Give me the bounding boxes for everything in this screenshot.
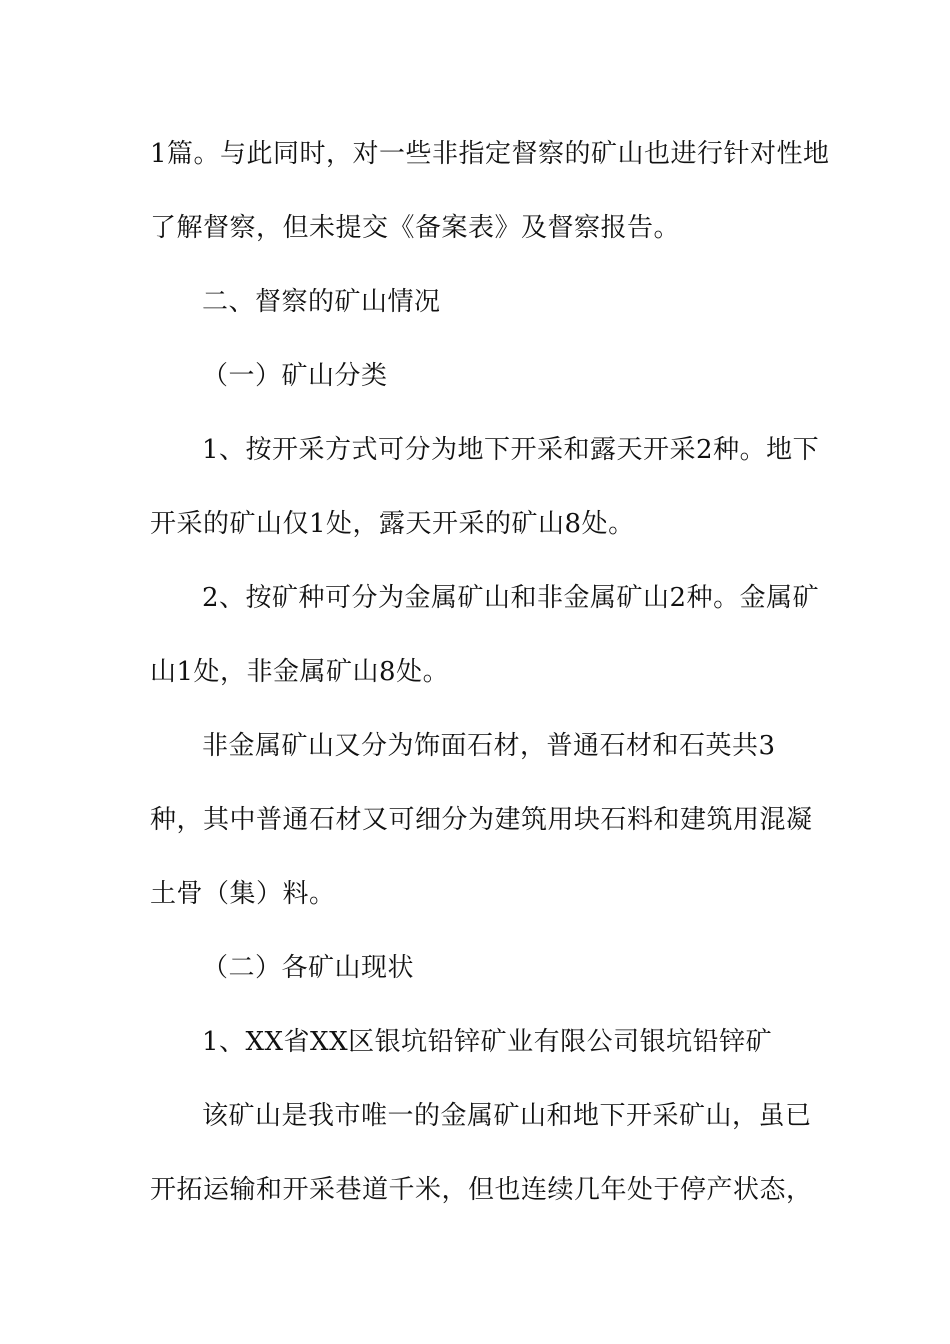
paragraph-line: 该矿山是我市唯一的金属矿山和地下开采矿山，虽已 [202, 1101, 812, 1131]
paragraph-line: 开拓运输和开采巷道千米，但也连续几年处于停产状态， [150, 1175, 813, 1205]
paragraph-line: 1篇。与此同时，对一些非指定督察的矿山也进行针对性地 [150, 139, 830, 169]
paragraph-line: 非金属矿山又分为饰面石材，普通石材和石英共3 [202, 731, 776, 761]
subsection-heading: （二）各矿山现状 [202, 953, 415, 983]
paragraph-line: 2、按矿种可分为金属矿山和非金属矿山2种。金属矿 [202, 583, 820, 613]
paragraph-line: 种，其中普通石材又可细分为建筑用块石料和建筑用混凝 [150, 805, 813, 835]
paragraph-line: 1、按开采方式可分为地下开采和露天开采2种。地下 [202, 435, 820, 465]
paragraph-line: 山1处，非金属矿山8处。 [150, 657, 450, 687]
paragraph-line: 土骨（集）料。 [150, 879, 336, 909]
paragraph-line: 开采的矿山仅1处，露天开采的矿山8处。 [150, 509, 635, 539]
paragraph-line: 了解督察，但未提交《备案表》及督察报告。 [150, 213, 681, 243]
subsection-heading: （一）矿山分类 [202, 361, 388, 391]
item-heading: 1、XX省XX区银坑铅锌矿业有限公司银坑铅锌矿 [202, 1027, 773, 1057]
section-heading: 二、督察的矿山情况 [202, 287, 441, 317]
